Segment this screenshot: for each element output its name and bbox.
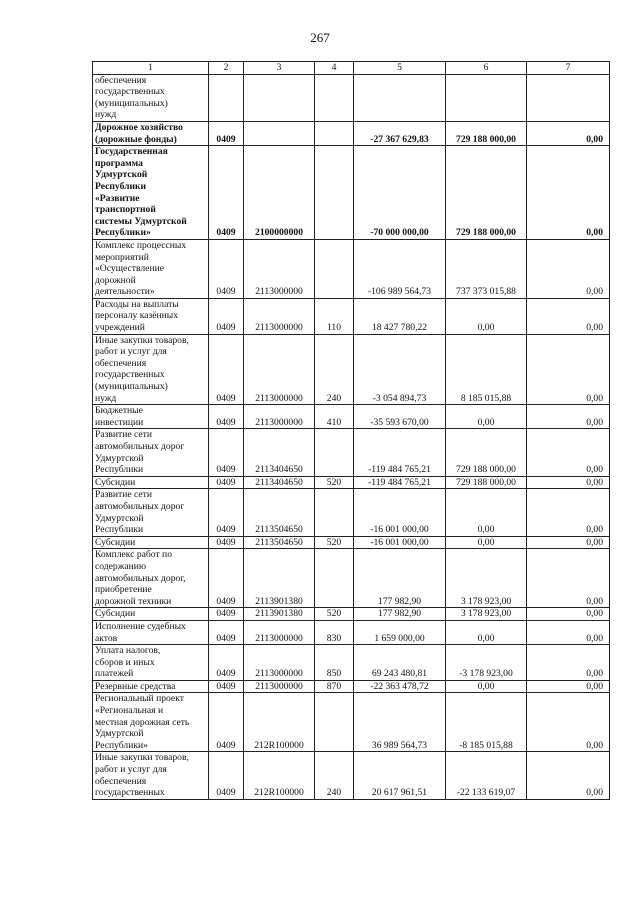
expense-type-code: 520	[315, 536, 354, 549]
amount-col5: -16 001 000,00	[354, 489, 446, 536]
column-header: 2	[209, 62, 244, 75]
amount-col5: -119 484 765,21	[354, 429, 446, 476]
row-name-line: Республики»	[95, 227, 151, 239]
row-name	[93, 405, 209, 429]
row-name-line: Государственная	[95, 146, 168, 158]
row-name-line: транспортной	[95, 204, 156, 216]
table-row	[93, 536, 610, 549]
target-article-code: 2113901380	[244, 608, 315, 621]
section-code: 0409	[209, 608, 244, 621]
amount-col6: -8 185 015,88	[446, 693, 527, 752]
expense-type-code: 830	[315, 620, 354, 644]
section-code: 0409	[209, 476, 244, 489]
amount-col6: 737 373 015,88	[446, 239, 527, 298]
target-article-code: 212R100000	[244, 752, 315, 799]
expense-type-code	[315, 549, 354, 608]
row-name-line: программа	[95, 157, 143, 169]
amount-col6: 729 188 000,00	[446, 429, 527, 476]
expense-type-code	[315, 429, 354, 476]
section-code: 0409	[209, 121, 244, 145]
amount-col5	[354, 74, 446, 121]
row-name-line: Удмуртской	[95, 728, 144, 740]
amount-col6: 8 185 015,88	[446, 334, 527, 405]
row-name-line: Республики»	[95, 739, 148, 751]
section-code: 0409	[209, 239, 244, 298]
amount-col5: -27 367 629,83	[354, 121, 446, 145]
amount-col5: 177 982,90	[354, 608, 446, 621]
row-name-line: Комплекс процессных	[95, 239, 187, 251]
row-name-line: Субсидии	[95, 476, 136, 488]
row-name	[93, 549, 209, 608]
section-code: 0409	[209, 146, 244, 240]
expense-type-code: 110	[315, 298, 354, 334]
amount-col5: -119 484 765,21	[354, 476, 446, 489]
amount-col7: 0,00	[527, 429, 610, 476]
page-number: 267	[310, 30, 330, 45]
row-name-line: нужд	[95, 109, 117, 121]
expense-type-code: 240	[315, 334, 354, 405]
amount-col7: 0,00	[527, 239, 610, 298]
expense-type-code	[315, 239, 354, 298]
row-name	[93, 74, 209, 121]
amount-col6: 3 178 923,00	[446, 608, 527, 621]
row-name-line: автомобильных дорог,	[95, 572, 186, 584]
amount-col5: 177 982,90	[354, 549, 446, 608]
table-row	[93, 239, 610, 298]
amount-col7: 0,00	[527, 405, 610, 429]
row-name-line: Субсидии	[95, 608, 136, 620]
row-name-line: Резервные средства	[95, 680, 176, 692]
header-row	[93, 62, 610, 75]
target-article-code: 2113901380	[244, 549, 315, 608]
row-name-line: учреждений	[95, 322, 145, 334]
amount-col6: 729 188 000,00	[446, 476, 527, 489]
target-article-code: 2113000000	[244, 334, 315, 405]
amount-col5: -16 001 000,00	[354, 536, 446, 549]
row-name-line: Исполнение судебных	[95, 620, 186, 632]
target-article-code: 212R100000	[244, 693, 315, 752]
table-row	[93, 334, 610, 405]
row-name	[93, 334, 209, 405]
target-article-code: 2113000000	[244, 620, 315, 644]
row-name-line: (муниципальных)	[95, 381, 168, 393]
target-article-code: 2113404650	[244, 476, 315, 489]
column-header: 6	[446, 62, 527, 75]
amount-col5: -35 593 670,00	[354, 405, 446, 429]
table-row	[93, 146, 610, 240]
row-name-line: (муниципальных)	[95, 97, 168, 109]
amount-col7	[527, 74, 610, 121]
amount-col6	[446, 74, 527, 121]
row-name-line: деятельности»	[95, 286, 155, 298]
expense-type-code: 850	[315, 645, 354, 681]
amount-col5: 36 989 564,73	[354, 693, 446, 752]
expense-type-code: 520	[315, 476, 354, 489]
amount-col6: 0,00	[446, 298, 527, 334]
target-article-code: 2113504650	[244, 536, 315, 549]
row-name-line: Уплата налогов,	[95, 645, 161, 657]
section-code: 0409	[209, 298, 244, 334]
section-code: 0409	[209, 405, 244, 429]
table-row	[93, 489, 610, 536]
section-code	[209, 74, 244, 121]
column-header: 4	[315, 62, 354, 75]
amount-col5: -22 363 478,72	[354, 680, 446, 693]
row-name-line: инвестиции	[95, 416, 144, 428]
row-name-line: Удмуртской	[95, 452, 144, 464]
amount-col6: 0,00	[446, 680, 527, 693]
table-row	[93, 693, 610, 752]
row-name-line: приобретение	[95, 584, 152, 596]
section-code: 0409	[209, 549, 244, 608]
expense-type-code: 410	[315, 405, 354, 429]
expense-type-code: 870	[315, 680, 354, 693]
table-row	[93, 429, 610, 476]
row-name	[93, 121, 209, 145]
amount-col5: -70 000 000,00	[354, 146, 446, 240]
amount-col6: 3 178 923,00	[446, 549, 527, 608]
amount-col6: -22 133 619,07	[446, 752, 527, 799]
row-name-line: Расходы на выплаты	[95, 298, 179, 310]
amount-col6: 0,00	[446, 620, 527, 644]
table-row	[93, 405, 610, 429]
column-header: 5	[354, 62, 446, 75]
row-name-line: персоналу казённых	[95, 310, 179, 322]
table-row	[93, 121, 610, 145]
amount-col7: 0,00	[527, 680, 610, 693]
amount-col5: 1 659 000,00	[354, 620, 446, 644]
row-name-line: Республики	[95, 180, 147, 192]
row-name-line: Иные закупки товаров,	[95, 334, 189, 346]
target-article-code	[244, 121, 315, 145]
row-name-line: «Региональная и	[95, 705, 164, 717]
amount-col6: 729 188 000,00	[446, 121, 527, 145]
table-row	[93, 620, 610, 644]
row-name-line: актов	[95, 632, 118, 644]
row-name	[93, 680, 209, 693]
row-name-line: мероприятий	[95, 251, 149, 263]
amount-col5: 69 243 480,81	[354, 645, 446, 681]
row-name-line: Комплекс работ по	[95, 549, 172, 561]
section-code: 0409	[209, 429, 244, 476]
amount-col5: -106 989 564,73	[354, 239, 446, 298]
row-name-line: платежей	[95, 668, 134, 680]
amount-col7: 0,00	[527, 693, 610, 752]
table-row	[93, 680, 610, 693]
target-article-code: 2113000000	[244, 239, 315, 298]
section-code: 0409	[209, 489, 244, 536]
row-name	[93, 298, 209, 334]
row-name-line: Удмуртской	[95, 169, 148, 181]
row-name-line: (дорожные фонды)	[95, 133, 177, 145]
table-row	[93, 74, 610, 121]
row-name-line: государственных	[95, 787, 165, 799]
amount-col6: 729 188 000,00	[446, 146, 527, 240]
row-name-line: Республики	[95, 464, 144, 476]
table-row	[93, 549, 610, 608]
amount-col7: 0,00	[527, 752, 610, 799]
row-name	[93, 645, 209, 681]
amount-col7: 0,00	[527, 334, 610, 405]
row-name-line: обеспечения	[95, 74, 147, 86]
target-article-code: 2113000000	[244, 645, 315, 681]
column-header: 1	[93, 62, 209, 75]
target-article-code: 2113404650	[244, 429, 315, 476]
section-code: 0409	[209, 752, 244, 799]
amount-col7: 0,00	[527, 620, 610, 644]
expense-type-code	[315, 74, 354, 121]
amount-col5: 18 427 780,22	[354, 298, 446, 334]
row-name-line: Развитие сети	[95, 429, 152, 441]
row-name-line: Субсидии	[95, 536, 136, 548]
row-name-line: «Осуществление	[95, 263, 164, 275]
amount-col7: 0,00	[527, 489, 610, 536]
row-name-line: системы Удмуртской	[95, 215, 187, 227]
target-article-code: 2100000000	[244, 146, 315, 240]
row-name	[93, 146, 209, 240]
section-code: 0409	[209, 334, 244, 405]
amount-col7: 0,00	[527, 476, 610, 489]
amount-col7: 0,00	[527, 645, 610, 681]
row-name-line: дорожной	[95, 274, 136, 286]
row-name	[93, 608, 209, 621]
row-name	[93, 752, 209, 799]
row-name-line: обеспечения	[95, 357, 147, 369]
expense-type-code	[315, 146, 354, 240]
expense-type-code	[315, 489, 354, 536]
amount-col7: 0,00	[527, 549, 610, 608]
expense-type-code: 240	[315, 752, 354, 799]
table-row	[93, 645, 610, 681]
section-code: 0409	[209, 680, 244, 693]
row-name-line: «Развитие	[95, 192, 140, 204]
row-name	[93, 239, 209, 298]
amount-col6: 0,00	[446, 405, 527, 429]
row-name-line: Иные закупки товаров,	[95, 752, 189, 764]
amount-col5: 20 617 961,51	[354, 752, 446, 799]
row-name	[93, 536, 209, 549]
row-name	[93, 620, 209, 644]
row-name-line: Удмуртской	[95, 512, 144, 524]
table-row	[93, 752, 610, 799]
row-name-line: сборов и иных	[95, 656, 155, 668]
amount-col7: 0,00	[527, 608, 610, 621]
expense-type-code: 520	[315, 608, 354, 621]
amount-col7: 0,00	[527, 536, 610, 549]
row-name-line: Развитие сети	[95, 489, 152, 501]
row-name-line: Республики	[95, 524, 144, 536]
row-name-line: государственных	[95, 86, 165, 98]
row-name-line: местная дорожная сеть	[95, 716, 190, 728]
amount-col6: 0,00	[446, 489, 527, 536]
section-code: 0409	[209, 536, 244, 549]
table-row	[93, 608, 610, 621]
row-name	[93, 476, 209, 489]
expense-type-code	[315, 693, 354, 752]
row-name	[93, 429, 209, 476]
row-name-line: государственных	[95, 369, 165, 381]
target-article-code: 2113000000	[244, 298, 315, 334]
row-name-line: автомобильных дорог	[95, 441, 185, 452]
section-code: 0409	[209, 693, 244, 752]
target-article-code	[244, 74, 315, 121]
row-name	[93, 489, 209, 536]
amount-col7: 0,00	[527, 146, 610, 240]
row-name-line: работ и услуг для	[95, 346, 167, 358]
table-row	[93, 298, 610, 334]
row-name-line: содержанию	[95, 560, 147, 572]
target-article-code: 2113504650	[244, 489, 315, 536]
column-header: 7	[527, 62, 610, 75]
amount-col7: 0,00	[527, 298, 610, 334]
row-name-line: нужд	[95, 392, 117, 404]
section-code: 0409	[209, 620, 244, 644]
row-name-line: автомобильных дорог	[95, 500, 185, 512]
amount-col5: -3 054 894,73	[354, 334, 446, 405]
section-code: 0409	[209, 645, 244, 681]
row-name-line: обеспечения	[95, 775, 147, 787]
row-name-line: работ и услуг для	[95, 764, 167, 776]
target-article-code: 2113000000	[244, 405, 315, 429]
amount-col7: 0,00	[527, 121, 610, 145]
row-name-line: дорожной техники	[95, 595, 172, 607]
row-name	[93, 693, 209, 752]
expense-type-code	[315, 121, 354, 145]
row-name-line: Бюджетные	[95, 405, 143, 417]
column-header: 3	[244, 62, 315, 75]
amount-col6: 0,00	[446, 536, 527, 549]
amount-col6: -3 178 923,00	[446, 645, 527, 681]
row-name-line: Дорожное хозяйство	[95, 121, 183, 133]
target-article-code: 2113000000	[244, 680, 315, 693]
budget-table	[92, 61, 610, 800]
table-row	[93, 476, 610, 489]
row-name-line: Региональный проект	[95, 693, 184, 705]
